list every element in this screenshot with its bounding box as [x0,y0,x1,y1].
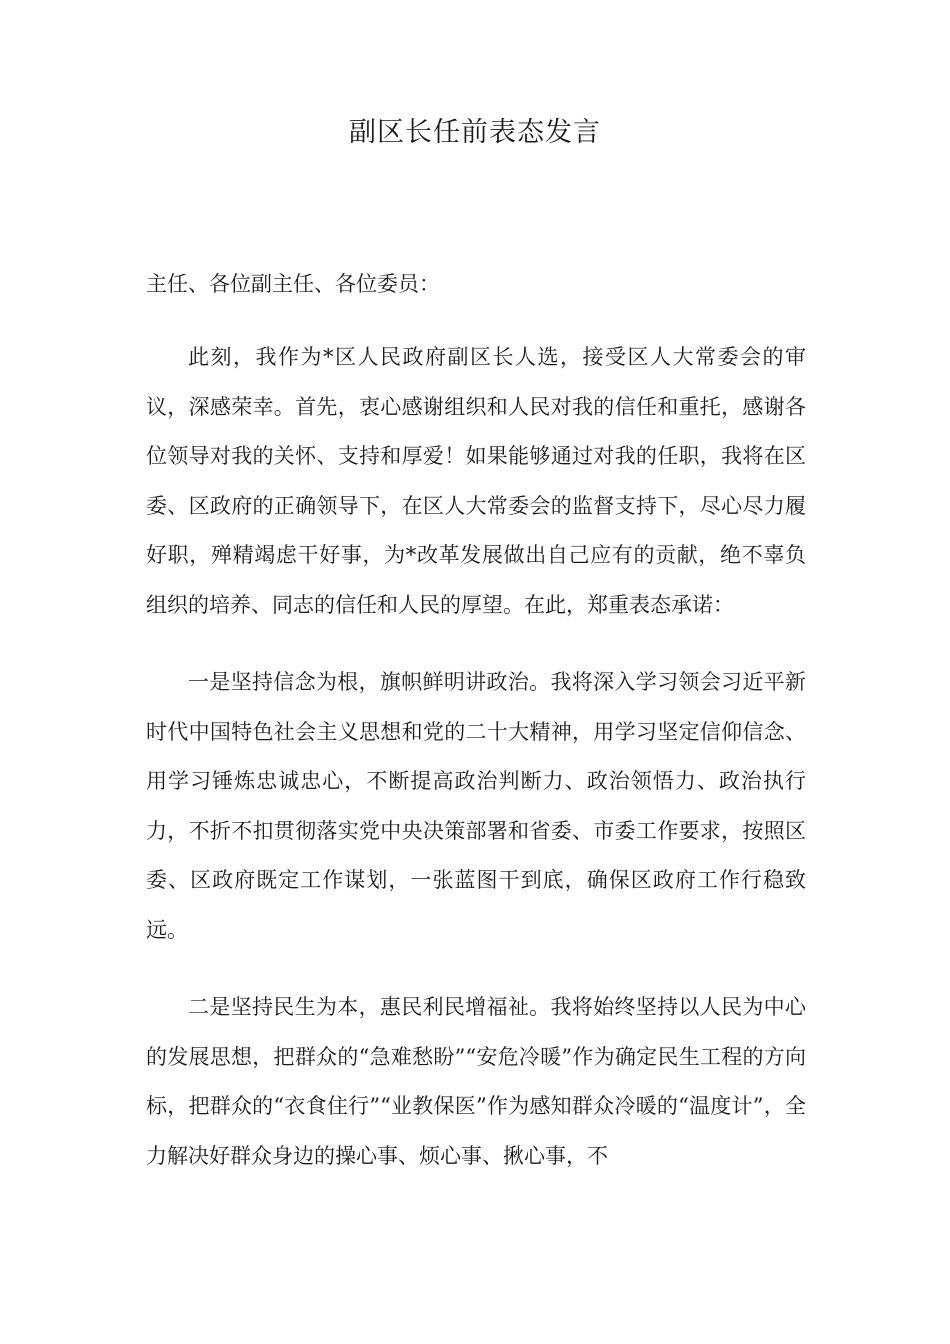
salutation: 主任、各位副主任、各位委员： [146,272,440,296]
document-body [146,260,806,1181]
paragraph-livelihood: 二是坚持民生为本，惠民利民增福祉。我将始终坚持以人民为中心的发展思想，把群众的“急难愁盼”“安危冷暖”作为确定民生工程的方向标，把群众的“衣食住行”“业教保医”作为感知群众冷暖的“温度计”，全力解决好群众身边的操心事、烦心事、揪心事，不 [146,995,806,1168]
document-title: 副区长任前表态发言 [349,117,601,148]
paragraph-opening: 此刻，我作为*区人民政府副区长人选，接受区人大常委会的审议，深感荣幸。首先，衷心感谢组织和人民对我的信任和重托，感谢各位领导对我的关怀、支持和厚爱！如果能够通过对我的任职，我将在区委、区政府的正确领导下，在区人大常委会的监督支持下，尽心尽力履好职，殚精竭虑干好事，为*改革发展做出自己应有的贡献，绝不辜负组织的培养、同志的信任和人民的厚望。在此，郑重表态承诺： [146,345,806,617]
paragraph-politics: 一是坚持信念为根，旗帜鲜明讲政治。我将深入学习领会习近平新时代中国特色社会主义思想和党的二十大精神，用学习坚定信仰信念、用学习锤炼忠诚忠心，不断提高政治判断力、政治领悟力、政治执行力，不折不扣贯彻落实党中央决策部署和省委、市委工作要求，按照区委、区政府既定工作谋划，一张蓝图干到底，确保区政府工作行稳致远。 [146,670,806,942]
